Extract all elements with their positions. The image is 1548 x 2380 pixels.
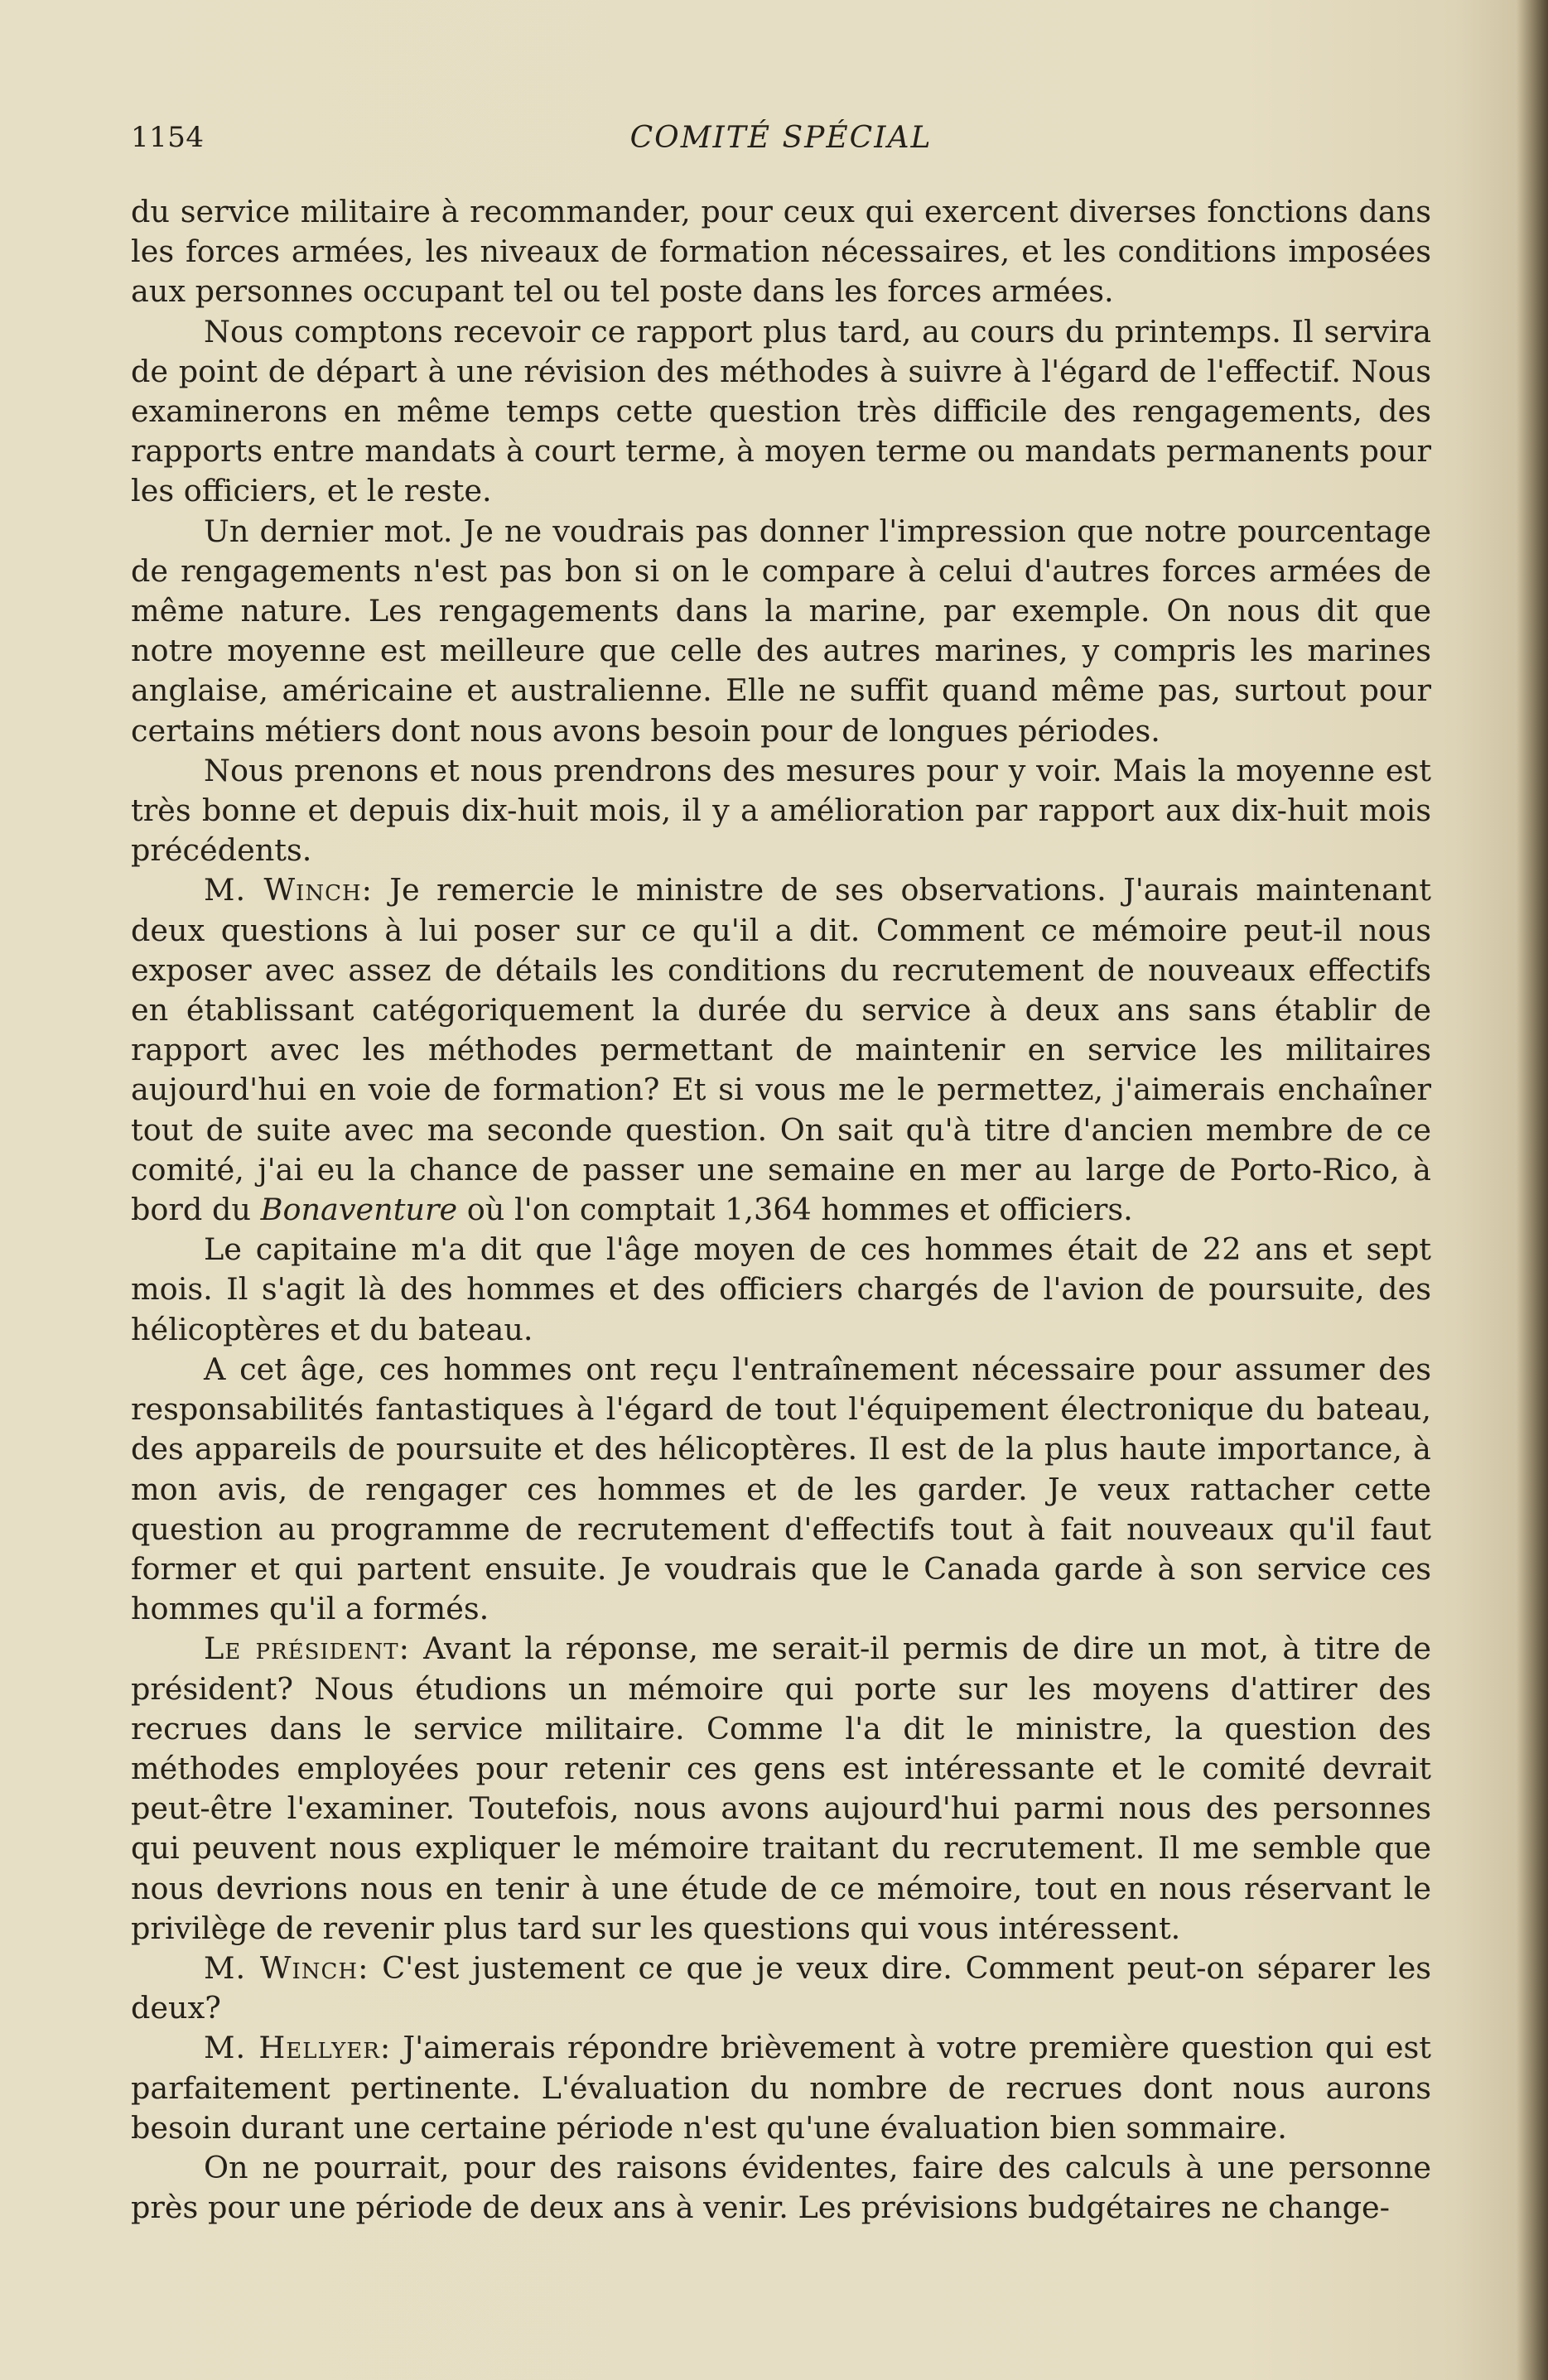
running-title: COMITÉ SPÉCIAL <box>629 121 933 155</box>
paragraph-5-winch <box>131 870 1431 1230</box>
paragraph-3 <box>131 512 1431 751</box>
speaker-name: M. Winch: <box>204 1949 369 1986</box>
ship-name: Bonaventure <box>260 1192 458 1228</box>
paragraph-8-president <box>131 1629 1431 1949</box>
paragraph-6 <box>131 1230 1431 1350</box>
page-number: 1154 <box>131 121 205 154</box>
paragraph-7 <box>131 1350 1431 1629</box>
paragraph-2 <box>131 312 1431 512</box>
paragraph-4 <box>131 751 1431 871</box>
paragraph-1-text: du service militaire à recommander, pour ceux qui exercent diverses fonctions dans les forces armées, les niveaux de formation nécessaires, et les conditions imposées aux personnes occupant tel ou tel poste dans les forces armées. <box>131 194 1431 310</box>
paragraph-6-text: Le capitaine m'a dit que l'âge moyen de ces hommes était de 22 ans et sept mois. Il s'agit là des hommes et des officiers chargés de l'avion de poursuite, des hélicoptères et du bateau. <box>131 1231 1431 1347</box>
speaker-name: Le président: <box>204 1631 410 1667</box>
paragraph-11-text: On ne pourrait, pour des raisons évidentes, faire des calculs à une personne près pour une période de deux ans à venir. Les prévisions budgétaires ne change- <box>131 2149 1431 2226</box>
paragraph-5-text-after: où l'on comptait 1,364 hommes et officiers. <box>457 1192 1133 1228</box>
paragraph-2-text: Nous comptons recevoir ce rapport plus tard, au cours du printemps. Il servira de point de départ à une révision des méthodes à suivre à l'égard de l'effectif. Nous examinerons en même temps cette question très difficile des rengagements, des rapports entre mandats à court terme, à moyen terme ou mandats permanents pour les officiers, et le reste. <box>131 313 1431 509</box>
binding-shadow <box>1517 0 1548 2380</box>
paragraph-11 <box>131 2148 1431 2228</box>
paragraph-1 <box>131 192 1431 312</box>
paragraph-4-text: Nous prenons et nous prendrons des mesures pour y voir. Mais la moyenne est très bonne et depuis dix-huit mois, il y a amélioration par rapport aux dix-huit mois précédents. <box>131 752 1431 869</box>
paragraph-3-text: Un dernier mot. Je ne voudrais pas donner l'impression que notre pourcentage de rengagements n'est pas bon si on le compare à celui d'autres forces armées de même nature. Les rengagements dans la marine, par exemple. On nous dit que notre moyenne est meilleure que celle des autres marines, y compris les marines anglaise, américaine et australienne. Elle ne suffit quand même pas, surtout pour certains métiers dont nous avons besoin pour de longues périodes. <box>131 513 1431 749</box>
speaker-name: M. Hellyer: <box>204 2030 392 2066</box>
paragraph-9-text: C'est justement ce que je veux dire. Comment peut-on séparer les deux? <box>131 1949 1431 2026</box>
paragraph-10-hellyer <box>131 2028 1431 2148</box>
paragraph-5-text: Je remercie le ministre de ses observations. J'aurais maintenant deux questions à lui poser sur ce qu'il a dit. Comment ce mémoire peut-il nous exposer avec assez de détails les conditions du recrutement de nouveaux effectifs en établissant catégoriquement la durée du service à deux ans sans établir de rapport avec les méthodes permettant de maintenir en service les militaires aujourd'hui en voie de formation? Et si vous me le permettez, j'aimerais enchaîner tout de suite avec ma seconde question. On sait qu'à titre d'ancien membre de ce comité, j'ai eu la chance de passer une semaine en mer au large de Porto-Rico, à bord du <box>131 872 1432 1228</box>
paragraph-7-text: A cet âge, ces hommes ont reçu l'entraînement nécessaire pour assumer des responsabilités fantastiques à l'égard de tout l'équipement électronique du bateau, des appareils de poursuite et des hélicoptères. Il est de la plus haute importance, à mon avis, de rengager ces hommes et de les garder. Je veux rattacher cette question au programme de recrutement d'effectifs tout à fait nouveaux qu'il faut former et qui partent ensuite. Je voudrais que le Canada garde à son service ces hommes qu'il a formés. <box>131 1351 1431 1627</box>
page-header <box>131 116 1431 166</box>
speaker-name: M. Winch: <box>204 872 373 908</box>
paragraph-8-text: Avant la réponse, me serait-il permis de dire un mot, à titre de président? Nous étudions un mémoire qui porte sur les moyens d'attirer des recrues dans le service militaire. Comme l'a dit le ministre, la question des méthodes employées pour retenir ces gens est intéressante et le comité devrait peut-être l'examiner. Toutefois, nous avons aujourd'hui parmi nous des personnes qui peuvent nous expliquer le mémoire traitant du recrutement. Il me semble que nous devrions nous en tenir à une étude de ce mémoire, tout en nous réservant le privilège de revenir plus tard sur les questions qui vous intéressent. <box>131 1631 1431 1946</box>
paragraph-9-winch <box>131 1949 1431 2028</box>
body-text <box>131 192 1431 2228</box>
paragraph-10-text: J'aimerais répondre brièvement à votre première question qui est parfaitement pertinente. L'évaluation du nombre de recrues dont nous aurons besoin durant une certaine période n'est qu'une évaluation bien sommaire. <box>131 2030 1431 2146</box>
